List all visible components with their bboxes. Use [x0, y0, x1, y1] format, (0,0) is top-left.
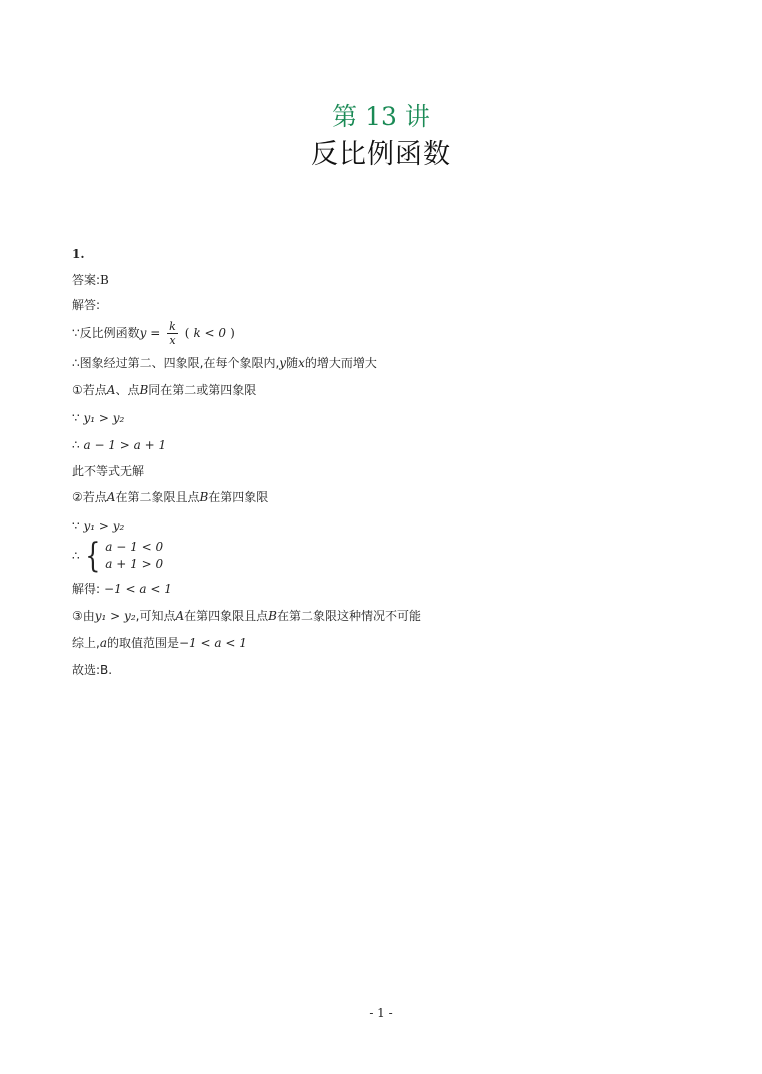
line2-prefix: ∴图象经过第二、四象限,在每个象限内, [72, 356, 280, 370]
case2-point-a: A [106, 490, 116, 504]
solution-line-1 [72, 318, 235, 348]
because-symbol: ∵ [72, 519, 80, 533]
case-1-conclusion: 此不等式无解 [72, 464, 145, 478]
fraction-k-over-x [167, 320, 178, 347]
summary-b: 的取值范围是 [106, 636, 179, 650]
case2-c: 在第四象限 [208, 490, 269, 504]
system-rows [105, 539, 163, 573]
case2-b: 在第二象限且点 [115, 490, 200, 504]
summary-range: −1 < a < 1 [179, 636, 247, 650]
because-symbol: ∵ [72, 411, 80, 425]
case1-expression: a − 1 > a + 1 [83, 438, 167, 452]
line2-y: y [279, 356, 287, 370]
case3-inequality: y₁ > y₂ [94, 609, 136, 623]
case3-c: 在第四象限且点 [184, 609, 269, 623]
summary-a: 综上, [72, 636, 100, 650]
therefore-symbol: ∴ [72, 438, 80, 452]
left-brace-icon: { [84, 535, 101, 576]
solution-label: 解答: [72, 298, 101, 312]
case3-b: ,可知点 [135, 609, 176, 623]
case2-a: ②若点 [72, 490, 107, 504]
case-2-line [72, 489, 268, 505]
page-title: 反比例函数 [311, 139, 451, 170]
fraction-denominator: x [169, 334, 176, 347]
therefore-symbol: ∴ [72, 548, 80, 563]
line1-eq: = [146, 326, 165, 340]
system-row-1: a − 1 < 0 [105, 539, 164, 554]
case3-a: ③由 [72, 609, 95, 623]
problem-number [72, 246, 85, 262]
case1-c: 同在第二或第四象限 [148, 383, 257, 397]
line1-paren-open: ( [184, 326, 190, 340]
solve-label: 解得: [72, 582, 101, 596]
answer-value: B [100, 273, 109, 287]
case2-inequality: y₁ > y₂ [83, 519, 125, 533]
line2-x: x [298, 356, 305, 370]
case-2-system [72, 535, 164, 576]
case1-point-b: B [139, 383, 149, 397]
line2-suffix: 的增大而增大 [304, 356, 377, 370]
final-answer: 故选:B. [72, 663, 113, 677]
case-1-because [72, 410, 124, 426]
case-3-line [72, 608, 421, 624]
case1-a: ①若点 [72, 383, 107, 397]
line1-paren-close: ) [230, 326, 235, 340]
case-2-because [72, 518, 124, 534]
line1-prefix: ∵反比例函数 [72, 326, 140, 340]
case3-d: 在第二象限这种情况不可能 [276, 609, 421, 623]
line1-condition: k < 0 [193, 326, 227, 340]
case1-b: 、点 [115, 383, 140, 397]
case1-point-a: A [106, 383, 116, 397]
answer-label: 答案: [72, 273, 101, 287]
line1-lhs: y [139, 326, 147, 340]
inequality-system [72, 535, 164, 576]
line2-mid: 随 [286, 356, 299, 370]
page-number: - 1 - [369, 1006, 393, 1020]
case3-point-b: B [268, 609, 277, 623]
lecture-number: 第 13 讲 [332, 102, 430, 131]
system-row-2: a + 1 > 0 [105, 556, 164, 571]
summary-line [72, 635, 247, 651]
answer-line [72, 272, 109, 288]
summary-var: a [99, 636, 107, 650]
case-1-line [72, 382, 256, 398]
case3-point-a: A [175, 609, 185, 623]
solution-line-2 [72, 355, 377, 371]
case-2-solution [72, 581, 172, 597]
case-1-therefore [72, 437, 166, 453]
fraction-numerator: k [169, 320, 176, 333]
problem-number-text: 1. [72, 247, 85, 261]
case1-inequality: y₁ > y₂ [83, 411, 125, 425]
case2-solution-range: −1 < a < 1 [104, 582, 172, 596]
case2-point-b: B [199, 490, 209, 504]
